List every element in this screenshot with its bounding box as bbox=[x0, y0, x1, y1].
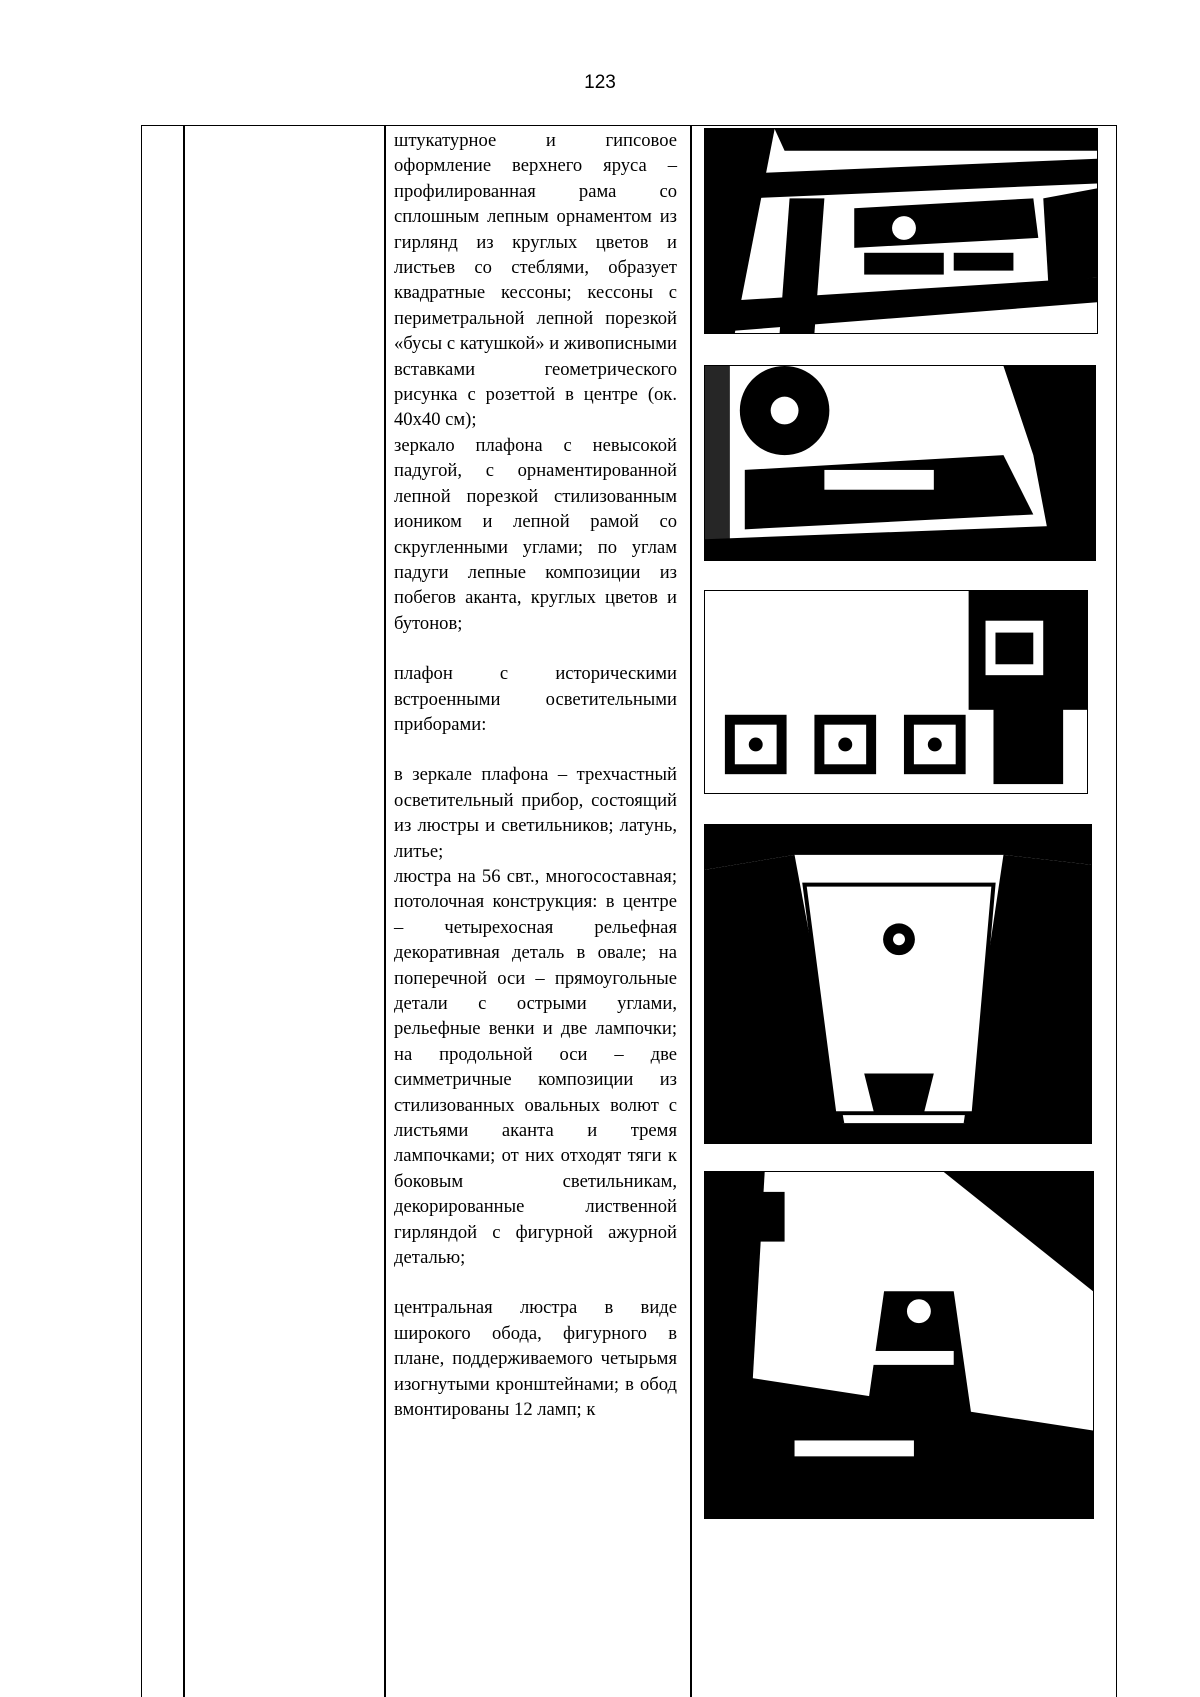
column-divider-3 bbox=[690, 125, 692, 1697]
description-paragraph: штукатурное и гипсовое оформление верхнего яруса – профилированная рама со сплошным лепным орнаментом из гирлянд из круглых цветов и листьев со стеблями, образует квадратные кессоны; кессоны с периметральной лепной порезкой «бусы с катушкой» и живописными вставками геометрического рисунка с розеттой в центре (ок. 40х40 см); bbox=[394, 130, 677, 431]
description-paragraph: в зеркале плафона – трехчастный осветительный прибор, состоящий из люстры и светильников; латунь, литье; bbox=[394, 764, 677, 862]
description-paragraph: плафон с историческими встроенными осветительными приборами: bbox=[394, 663, 677, 735]
coffer-row-photo bbox=[704, 590, 1088, 794]
description-paragraph: зеркало плафона с невысокой падугой, с орнаментированной лепной порезкой стилизованным иоником и лепной рамой со скругленными углами; по углам падуги лепные композиции из побегов аканта, круглых цветов и бутонов; bbox=[394, 434, 677, 634]
ceiling-coffers-photo bbox=[704, 128, 1098, 334]
chandelier-detail-photo bbox=[704, 1171, 1094, 1519]
description-paragraph: центральная люстра в виде широкого обода, фигурного в плане, поддерживаемого четырьмя изогнутыми кронштейнами; в обод вмонтированы 12 ламп; к bbox=[394, 1297, 677, 1421]
page-number: 123 bbox=[584, 72, 616, 93]
description-cell bbox=[394, 128, 677, 1423]
plafond-mirror-photo bbox=[704, 824, 1092, 1144]
column-divider-1 bbox=[183, 125, 185, 1697]
column-divider-2 bbox=[384, 125, 386, 1697]
coffer-rosette-photo bbox=[704, 365, 1096, 561]
description-paragraph: люстра на 56 свт., многосоставная; потолочная конструкция: в центре – четырехосная рельефная декоративная деталь в овале; на поперечной оси – прямоугольные детали с острыми углами, рельефные венки и две лампочки; на продольной оси – две симметричные композиции из стилизованных овальных волют с листьями аканта и тремя лампочками; от них отходят тяги к боковым светильникам, декорированные лиственной гирляндой с фигурной ажурной деталью; bbox=[394, 865, 677, 1269]
